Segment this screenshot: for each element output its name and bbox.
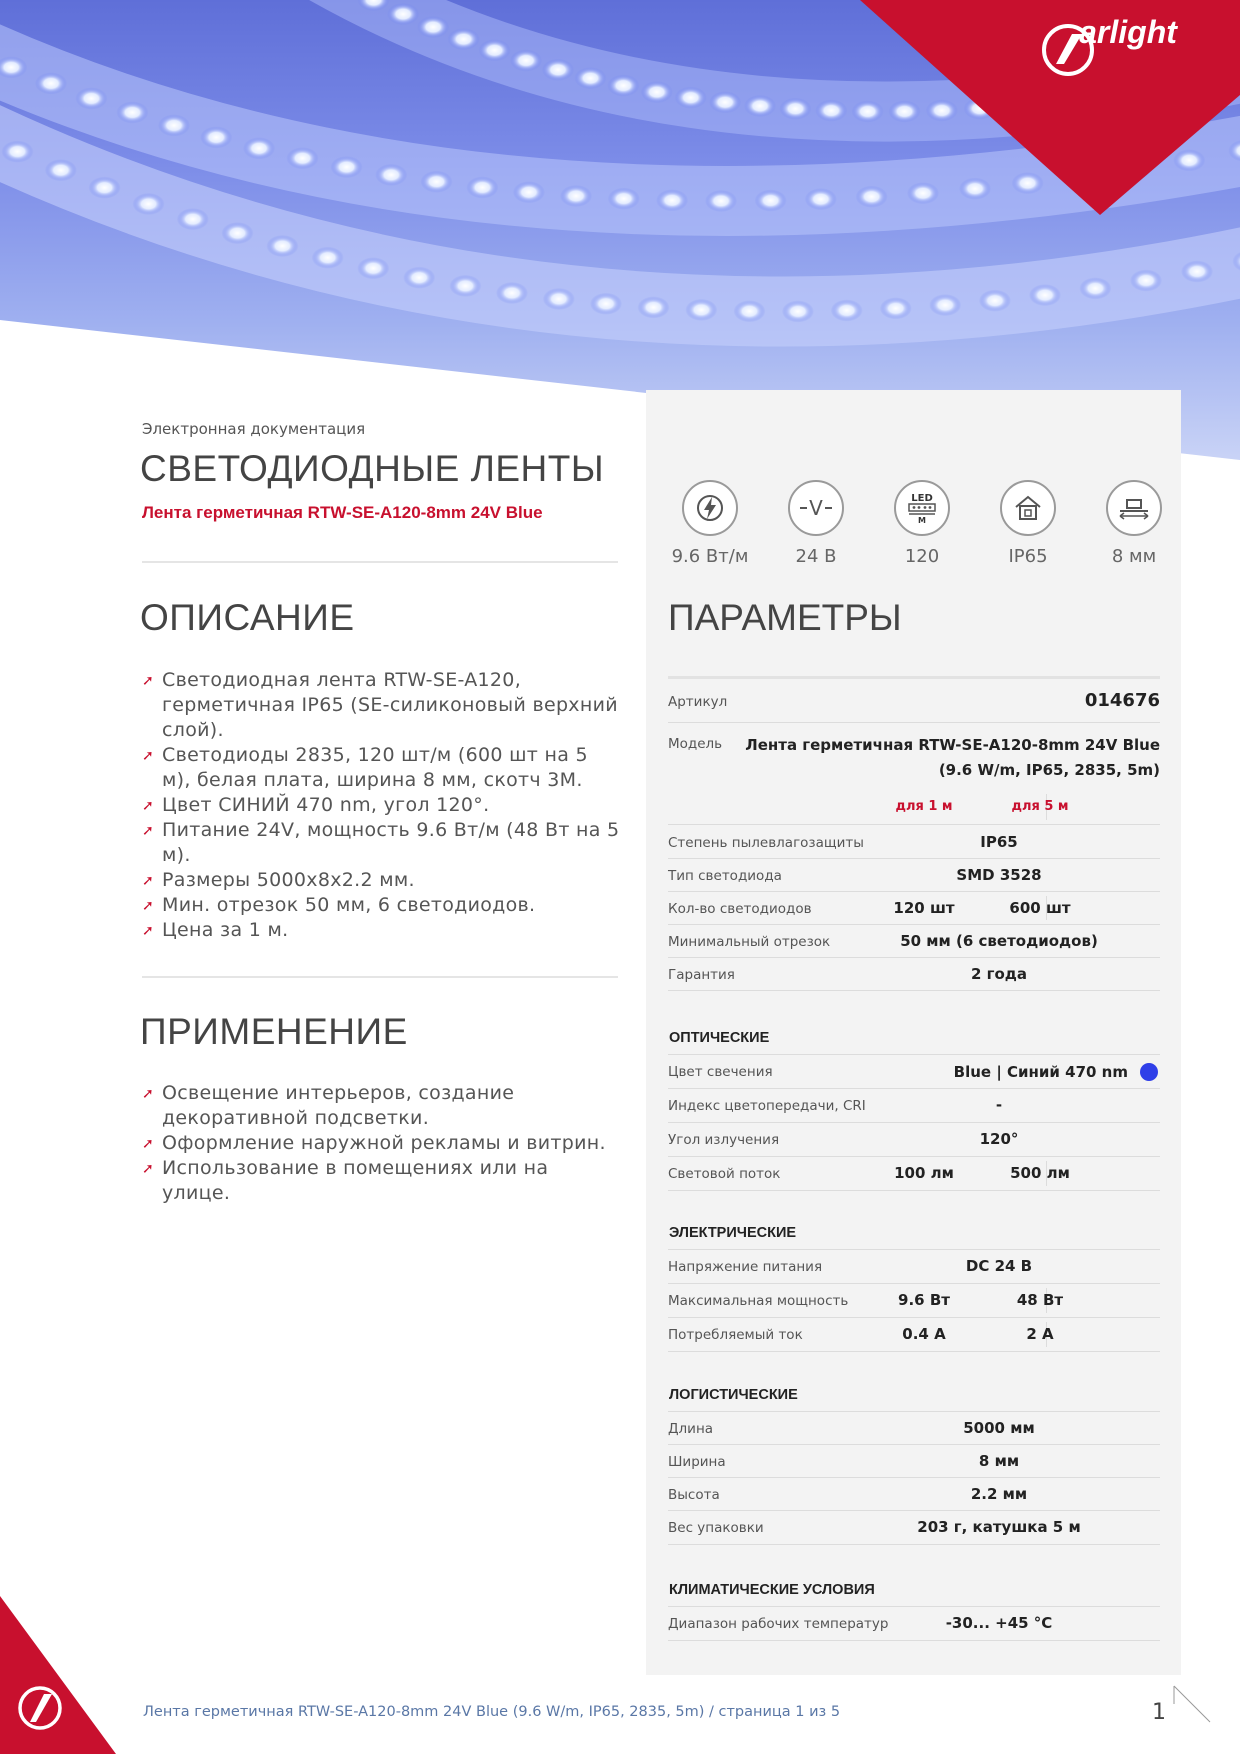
param-label: Тип светодиода — [668, 868, 782, 884]
list-item: ➚ Цвет СИНИЙ 470 nm, угол 120°. — [142, 793, 622, 818]
column-header-5m: для 5 м — [1011, 799, 1069, 814]
param-label: Минимальный отрезок — [668, 934, 831, 950]
arrow-icon: ➚ — [142, 823, 155, 839]
spec-label-width: 8 мм — [1111, 546, 1157, 567]
footer-text: Лента герметичная RTW-SE-A120-8mm 24V Blue (9.6 W/m, IP65, 2835, 5m) / страница 1 из 5 — [143, 1704, 841, 1720]
spec-icons-row — [660, 480, 1180, 570]
arrow-icon: ➚ — [142, 748, 155, 764]
table-row — [668, 1089, 1160, 1123]
article-value: 014676 — [1084, 690, 1160, 711]
param-label: Ширина — [668, 1454, 726, 1470]
column-header-1m: для 1 м — [895, 799, 953, 814]
param-row-model — [668, 722, 1160, 788]
application-list — [142, 1081, 622, 1206]
spec-label-ip: IP65 — [1008, 546, 1048, 567]
list-item: ➚ Освещение интерьеров, создание декоративной подсветки. — [142, 1082, 515, 1129]
params-title: ПАРАМЕТРЫ — [668, 597, 902, 638]
doc-label: Электронная документация — [142, 420, 366, 438]
param-value: 50 мм (6 светодиодов) — [900, 932, 1098, 950]
param-label: Степень пылевлагозащиты — [668, 835, 864, 851]
param-value: 2 года — [970, 965, 1028, 983]
table-row — [668, 1318, 1160, 1352]
arrow-icon: ➚ — [142, 898, 155, 914]
arrow-icon: ➚ — [142, 873, 155, 889]
product-subtitle: Лента герметичная RTW-SE-A120-8mm 24V Blue — [142, 503, 543, 522]
param-value-5m: 500 лм — [1010, 1164, 1070, 1182]
param-label: Цвет свечения — [668, 1064, 773, 1080]
corner-line-decoration — [1172, 1684, 1212, 1724]
param-value-5m: 600 шт — [1009, 899, 1071, 917]
table-row — [668, 859, 1160, 892]
param-value-1m: 120 шт — [893, 899, 955, 917]
divider — [668, 676, 1160, 679]
description-title: ОПИСАНИЕ — [140, 597, 355, 638]
table-row — [668, 1123, 1160, 1157]
page-number: 1 — [1152, 1700, 1166, 1725]
spec-label-power: 9.6 Вт/м — [671, 546, 749, 567]
table-row — [668, 1445, 1160, 1478]
group-title-climate: КЛИМАТИЧЕСКИЕ УСЛОВИЯ — [669, 1582, 875, 1598]
param-row-article — [668, 682, 1160, 723]
list-item: ➚ Цена за 1 м. — [142, 918, 622, 943]
param-value: IP65 — [980, 833, 1018, 851]
footer-logo-corner — [0, 1596, 120, 1754]
table-row — [668, 826, 1160, 859]
group-title-logistic: ЛОГИСТИЧЕСКИЕ — [669, 1387, 798, 1403]
led-icon-glyph: LED — [911, 493, 933, 504]
param-value: 8 мм — [978, 1452, 1020, 1470]
model-value-line-1: Лента герметичная RTW-SE-A120-8mm 24V Blue — [745, 736, 1160, 754]
spec-icon-voltage — [766, 480, 866, 567]
divider — [142, 976, 618, 978]
table-row — [668, 1250, 1160, 1284]
description-list — [142, 668, 622, 943]
spec-icon-power — [660, 480, 760, 567]
param-label: Световой поток — [668, 1166, 781, 1182]
param-label: Индекс цветопередачи, CRI — [668, 1098, 866, 1114]
spec-icon-led — [872, 480, 972, 567]
led-per-meter-icon — [906, 492, 938, 524]
color-swatch-icon — [1140, 1063, 1158, 1081]
list-item: ➚ Мин. отрезок 50 мм, 6 светодиодов. — [142, 893, 622, 918]
list-item: ➚ Использование в помещениях или на улице. — [142, 1157, 549, 1204]
param-value: 120° — [979, 1130, 1019, 1148]
group-title-optical: ОПТИЧЕСКИЕ — [669, 1030, 770, 1046]
divider — [142, 561, 618, 563]
table-row — [668, 892, 1160, 925]
arrow-icon: ➚ — [142, 1086, 155, 1102]
spec-label-led: 120 — [904, 546, 940, 567]
spec-icon-width — [1084, 480, 1184, 567]
arlight-logo — [1038, 14, 1218, 51]
group-title-electrical: ЭЛЕКТРИЧЕСКИЕ — [669, 1225, 797, 1241]
voltage-icon-glyph: V — [809, 496, 823, 520]
model-value-line-2: (9.6 W/m, IP65, 2835, 5m) — [938, 761, 1160, 779]
table-row — [668, 1478, 1160, 1511]
param-label: Угол излучения — [668, 1132, 780, 1148]
param-value: 203 г, катушка 5 м — [917, 1518, 1081, 1536]
param-label: Напряжение питания — [668, 1259, 823, 1275]
param-value: DC 24 В — [965, 1257, 1033, 1275]
param-value: 5000 мм — [963, 1419, 1035, 1437]
param-row-columns — [668, 790, 1160, 825]
param-label: Максимальная мощность — [668, 1293, 849, 1309]
application-title: ПРИМЕНЕНИЕ — [140, 1011, 408, 1052]
arlight-logo-icon — [1038, 20, 1098, 80]
table-row — [668, 1412, 1160, 1445]
param-label: Вес упаковки — [668, 1520, 764, 1536]
arrow-icon: ➚ — [142, 673, 155, 689]
list-item: ➚ Оформление наружной рекламы и витрин. — [142, 1131, 622, 1156]
table-row — [668, 1511, 1160, 1545]
param-value-1m: 100 лм — [894, 1164, 954, 1182]
arrow-icon: ➚ — [142, 1136, 155, 1152]
house-ip-icon — [1012, 492, 1044, 524]
table-row — [668, 1607, 1160, 1641]
table-row — [668, 1055, 1160, 1089]
logo-text: arlight — [1079, 14, 1177, 50]
width-icon — [1118, 492, 1150, 524]
param-value: -30... +45 °C — [945, 1614, 1053, 1632]
table-row — [668, 1157, 1160, 1191]
param-value: 2.2 мм — [970, 1485, 1028, 1503]
model-value — [745, 733, 1160, 783]
param-value: Blue | Синий 470 nm — [953, 1063, 1128, 1081]
param-value: - — [995, 1096, 1003, 1114]
param-value-5m: 2 А — [1026, 1325, 1054, 1343]
list-item: ➚ Питание 24V, мощность 9.6 Вт/м (48 Вт на 5 м). — [142, 819, 620, 866]
param-label: Модель — [668, 736, 723, 752]
param-label: Артикул — [668, 694, 728, 710]
param-label: Потребляемый ток — [668, 1327, 803, 1343]
param-label: Кол-во светодиодов — [668, 901, 812, 917]
param-label: Высота — [668, 1487, 720, 1503]
param-value-1m: 0.4 А — [902, 1325, 946, 1343]
table-row — [668, 958, 1160, 991]
spec-icon-ip — [978, 480, 1078, 567]
list-item: ➚ Светодиодная лента RTW-SE-A120, герметичная IP65 (SE-силиконовый верхний слой). — [142, 669, 618, 741]
param-value: SMD 3528 — [956, 866, 1042, 884]
arrow-icon: ➚ — [142, 798, 155, 814]
param-label: Длина — [668, 1421, 714, 1437]
spec-label-voltage: 24 В — [795, 546, 837, 567]
param-value-1m: 9.6 Вт — [898, 1291, 950, 1309]
list-item: ➚ Размеры 5000x8x2.2 мм. — [142, 868, 622, 893]
meter-icon-glyph: М — [918, 516, 926, 524]
param-label: Гарантия — [668, 967, 735, 983]
param-label: Диапазон рабочих температур — [668, 1616, 889, 1632]
param-value-5m: 48 Вт — [1016, 1291, 1064, 1309]
arrow-icon: ➚ — [142, 923, 155, 939]
arrow-icon: ➚ — [142, 1161, 155, 1177]
power-bolt-icon — [694, 492, 726, 524]
voltage-icon — [800, 492, 832, 524]
list-item: ➚ Светодиоды 2835, 120 шт/м (600 шт на 5 м), белая плата, ширина 8 мм, скотч 3M. — [142, 744, 588, 791]
table-row — [668, 1284, 1160, 1318]
page-title: СВЕТОДИОДНЫЕ ЛЕНТЫ — [140, 448, 605, 489]
table-row — [668, 925, 1160, 958]
